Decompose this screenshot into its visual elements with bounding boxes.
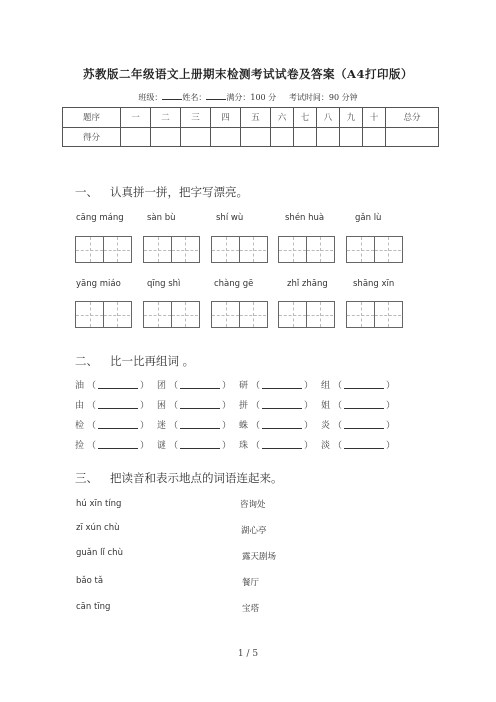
grid-cell[interactable]	[279, 237, 306, 262]
answer-blank[interactable]	[180, 418, 220, 429]
open-paren: （	[169, 441, 179, 451]
grid-cell[interactable]	[103, 237, 130, 262]
char-label: 迷	[157, 421, 167, 431]
section-number: 一、	[75, 185, 98, 199]
close-paren: ）	[386, 381, 396, 391]
open-paren: （	[333, 401, 343, 411]
header-cell: 七	[294, 108, 317, 128]
close-paren: ）	[304, 381, 314, 391]
score-cell[interactable]	[121, 127, 151, 147]
open-paren: （	[251, 401, 261, 411]
word-item	[321, 378, 403, 391]
word-item	[157, 378, 239, 391]
close-paren: ）	[386, 421, 396, 431]
word-item	[157, 438, 239, 451]
match-left-item[interactable]: guǎn lǐ chù	[76, 548, 123, 558]
match-left-item[interactable]: bǎo tǎ	[76, 576, 104, 586]
char-label: 研	[239, 381, 249, 391]
page-title: 苏教版二年级语文上册期末检测考试试卷及答案（A4打印版）	[83, 67, 413, 81]
header-cell: 八	[317, 108, 340, 128]
section-1-heading	[75, 184, 248, 200]
close-paren: ）	[222, 401, 232, 411]
section-title: 认真拼一拼，把字写漂亮。	[110, 185, 248, 199]
answer-blank[interactable]	[180, 378, 220, 389]
header-cell: 一	[121, 108, 151, 128]
grid-cell[interactable]	[374, 237, 401, 262]
answer-blank[interactable]	[98, 398, 138, 409]
word-row	[75, 438, 403, 451]
class-label: 班级：	[138, 93, 163, 102]
writing-grid[interactable]	[278, 301, 335, 328]
answer-blank[interactable]	[344, 438, 384, 449]
grid-cell[interactable]	[347, 237, 374, 262]
open-paren: （	[251, 421, 261, 431]
score-row-label: 得分	[63, 127, 121, 147]
open-paren: （	[251, 381, 261, 391]
close-paren: ）	[140, 421, 150, 431]
word-row	[75, 418, 403, 431]
grid-cell[interactable]	[171, 237, 198, 262]
char-label: 拼	[239, 401, 249, 411]
close-paren: ）	[222, 381, 232, 391]
name-blank	[206, 91, 226, 100]
char-label: 油	[75, 381, 85, 391]
grid-cell[interactable]	[212, 237, 239, 262]
match-right-item[interactable]: 咨询处	[240, 500, 266, 510]
char-label: 由	[75, 401, 85, 411]
char-label: 困	[157, 401, 167, 411]
char-label: 团	[157, 381, 167, 391]
section-2-heading	[75, 353, 194, 369]
section-number: 二、	[75, 354, 98, 368]
score-cell[interactable]	[363, 127, 386, 147]
close-paren: ）	[222, 421, 232, 431]
grid-cell[interactable]	[306, 237, 333, 262]
score-table-score-row	[63, 127, 439, 147]
grid-cell[interactable]	[212, 302, 239, 327]
score-cell[interactable]	[294, 127, 317, 147]
open-paren: （	[251, 441, 261, 451]
writing-grid[interactable]	[75, 236, 132, 263]
time-label: 考试时间：90 分钟	[288, 93, 358, 102]
section-3-heading	[75, 470, 283, 486]
char-label: 组	[321, 381, 331, 391]
open-paren: （	[87, 441, 97, 451]
word-item	[75, 398, 157, 411]
match-right-item[interactable]: 宝塔	[242, 604, 260, 614]
answer-blank[interactable]	[344, 418, 384, 429]
word-item	[321, 438, 403, 451]
open-paren: （	[169, 421, 179, 431]
close-paren: ）	[140, 401, 150, 411]
score-cell[interactable]	[386, 127, 439, 147]
grid-cell[interactable]	[279, 302, 306, 327]
char-label: 珠	[239, 441, 249, 451]
close-paren: ）	[304, 401, 314, 411]
answer-blank[interactable]	[262, 418, 302, 429]
char-label: 蛛	[239, 421, 249, 431]
open-paren: （	[333, 421, 343, 431]
close-paren: ）	[304, 421, 314, 431]
grid-cell[interactable]	[103, 302, 130, 327]
writing-grid[interactable]	[211, 301, 268, 328]
section-title: 把读音和表示地点的词语连起来。	[110, 471, 283, 485]
match-right-item[interactable]: 湖心亭	[241, 526, 267, 536]
writing-grid[interactable]	[143, 301, 200, 328]
answer-blank[interactable]	[98, 418, 138, 429]
char-label: 捡	[75, 441, 85, 451]
name-label: 姓名：	[182, 93, 207, 102]
score-cell[interactable]	[340, 127, 363, 147]
close-paren: ）	[386, 441, 396, 451]
grid-cell[interactable]	[144, 237, 171, 262]
open-paren: （	[333, 381, 343, 391]
open-paren: （	[87, 381, 97, 391]
pinyin-label: sàn bù	[147, 213, 176, 223]
header-cell: 九	[340, 108, 363, 128]
writing-grid[interactable]	[143, 236, 200, 263]
open-paren: （	[87, 401, 97, 411]
word-item	[239, 418, 321, 431]
grid-cell[interactable]	[76, 302, 103, 327]
close-paren: ）	[140, 381, 150, 391]
header-cell: 三	[181, 108, 211, 128]
grid-cell[interactable]	[306, 302, 333, 327]
answer-blank[interactable]	[98, 438, 138, 449]
score-cell[interactable]	[317, 127, 340, 147]
answer-blank[interactable]	[262, 398, 302, 409]
answer-blank[interactable]	[344, 378, 384, 389]
score-cell[interactable]	[151, 127, 181, 147]
char-label: 谜	[157, 441, 167, 451]
pinyin-label: cāng máng	[76, 213, 124, 223]
header-cell: 总分	[386, 108, 439, 128]
header-cell: 题序	[63, 108, 121, 128]
header-cell: 十	[363, 108, 386, 128]
header-cell: 二	[151, 108, 181, 128]
open-paren: （	[333, 441, 343, 451]
pinyin-label: chàng gē	[214, 279, 254, 289]
score-cell[interactable]	[241, 127, 271, 147]
writing-grid[interactable]	[278, 236, 335, 263]
writing-grid[interactable]	[346, 301, 403, 328]
word-row	[75, 398, 403, 411]
section-title: 比一比再组词 。	[110, 354, 195, 368]
grid-cell[interactable]	[171, 302, 198, 327]
word-item	[157, 398, 239, 411]
match-right-item[interactable]: 餐厅	[242, 578, 260, 588]
word-item	[239, 378, 321, 391]
match-left-item[interactable]: hú xīn tíng	[76, 499, 122, 509]
pinyin-label: zhǐ zhāng	[287, 279, 328, 289]
close-paren: ）	[140, 441, 150, 451]
close-paren: ）	[222, 441, 232, 451]
answer-blank[interactable]	[344, 398, 384, 409]
header-cell: 六	[271, 108, 294, 128]
answer-blank[interactable]	[262, 378, 302, 389]
word-item	[157, 418, 239, 431]
word-row	[75, 378, 403, 391]
answer-blank[interactable]	[262, 438, 302, 449]
answer-blank[interactable]	[180, 398, 220, 409]
answer-blank[interactable]	[180, 438, 220, 449]
writing-grid[interactable]	[346, 236, 403, 263]
header-cell: 四	[211, 108, 241, 128]
score-cell[interactable]	[211, 127, 241, 147]
score-table-header-row	[63, 108, 439, 128]
grid-cell[interactable]	[239, 302, 266, 327]
char-label: 检	[75, 421, 85, 431]
match-left-item[interactable]: cān tīng	[76, 602, 111, 612]
char-label: 淡	[321, 441, 331, 451]
open-paren: （	[87, 421, 97, 431]
match-left-item[interactable]: zī xún chù	[76, 523, 120, 533]
pinyin-label: gǎn lù	[355, 213, 382, 223]
word-item	[239, 398, 321, 411]
pinyin-label: shí wù	[216, 213, 244, 223]
grid-cell[interactable]	[239, 237, 266, 262]
pinyin-label: qīng shì	[147, 279, 181, 289]
pinyin-label: shén huà	[285, 213, 325, 223]
open-paren: （	[169, 381, 179, 391]
exam-info	[0, 91, 496, 103]
page-number: 1 / 5	[237, 649, 259, 659]
word-item	[75, 438, 157, 451]
char-label: 姐	[321, 401, 331, 411]
word-item	[75, 378, 157, 391]
close-paren: ）	[304, 441, 314, 451]
pinyin-label: yāng miáo	[76, 279, 121, 289]
grid-cell[interactable]	[144, 302, 171, 327]
header-cell: 五	[241, 108, 271, 128]
close-paren: ）	[386, 401, 396, 411]
score-cell[interactable]	[181, 127, 211, 147]
writing-grid[interactable]	[211, 236, 268, 263]
score-table	[62, 107, 439, 147]
char-label: 炎	[321, 421, 331, 431]
grid-cell[interactable]	[347, 302, 374, 327]
word-item	[321, 418, 403, 431]
open-paren: （	[169, 401, 179, 411]
score-label: 满分：100 分	[226, 93, 277, 102]
word-item	[75, 418, 157, 431]
grid-cell[interactable]	[76, 237, 103, 262]
answer-blank[interactable]	[98, 378, 138, 389]
writing-grid[interactable]	[75, 301, 132, 328]
grid-cell[interactable]	[374, 302, 401, 327]
word-item	[321, 398, 403, 411]
score-cell[interactable]	[271, 127, 294, 147]
word-item	[239, 438, 321, 451]
pinyin-label: shāng xīn	[353, 279, 395, 289]
class-blank	[162, 91, 182, 100]
section-number: 三、	[75, 471, 98, 485]
match-right-item[interactable]: 露天剧场	[242, 552, 277, 562]
